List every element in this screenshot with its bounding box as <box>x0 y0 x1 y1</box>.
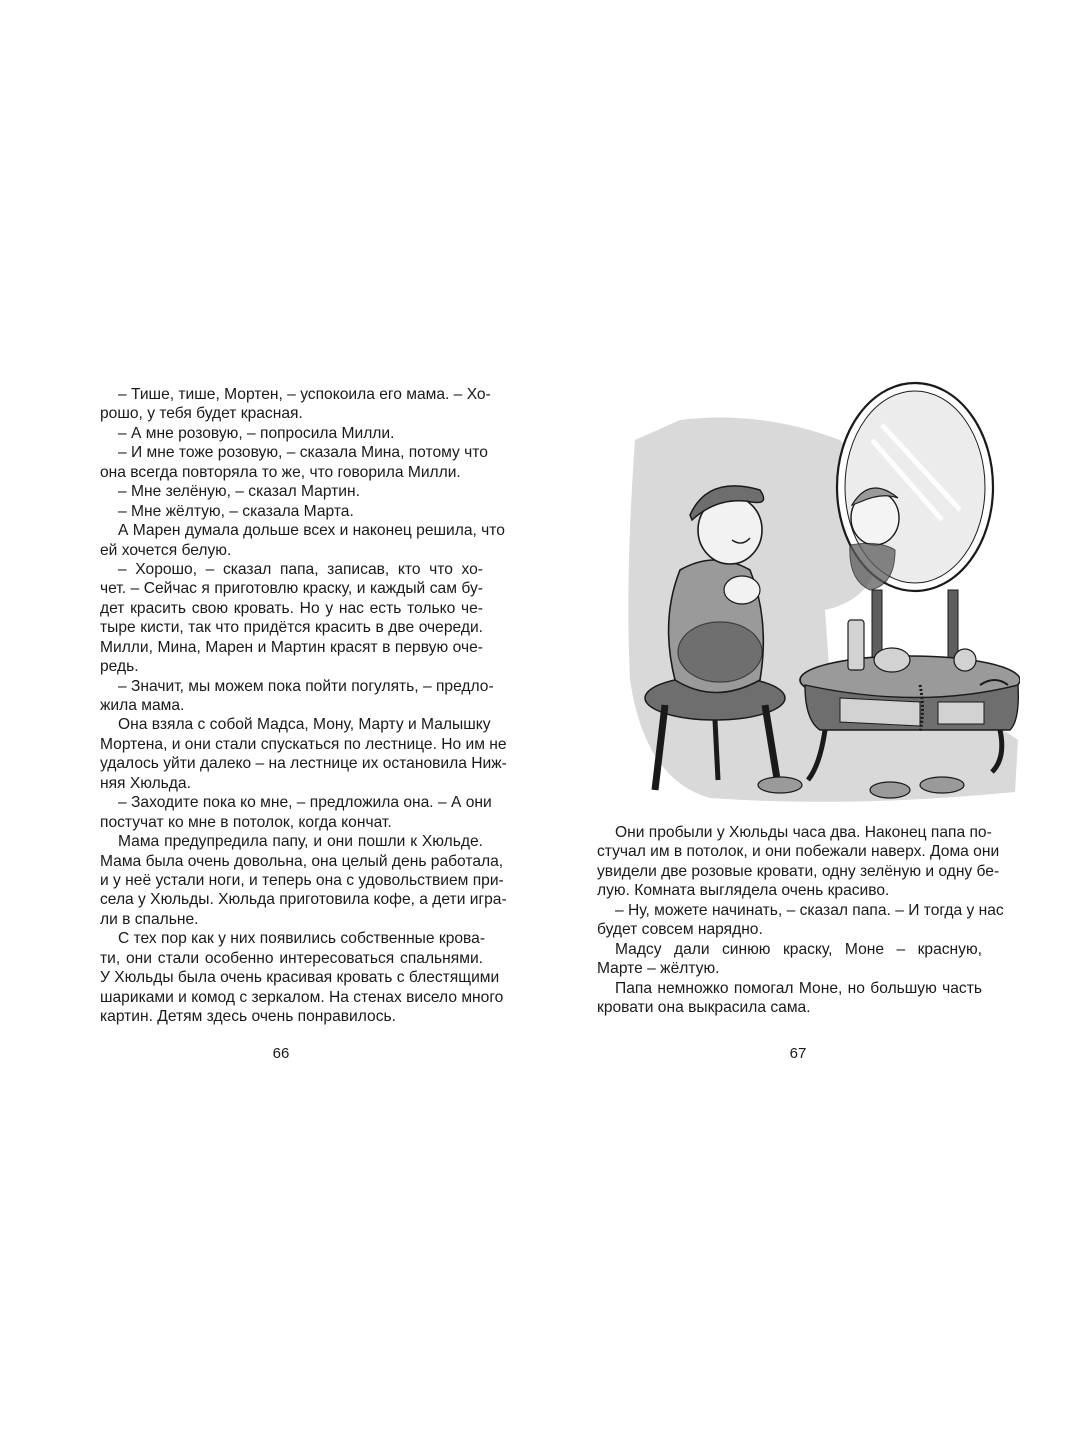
illustration-child-at-vanity-mirror <box>620 380 1020 805</box>
vanity-drawer <box>840 698 920 726</box>
text-line: она всегда повторяла то же, что говорила Милли. <box>100 463 461 481</box>
text-line: – Тише, тише, Мортен, – успокоила его мама. – Хо- <box>118 386 491 403</box>
text-line: чет. – Сейчас я приготовлю краску, и каждый сам бу- <box>100 580 483 598</box>
child-hands <box>724 576 760 604</box>
text-line: Они пробыли у Хюльды часа два. Наконец папа по- <box>615 824 992 841</box>
text-line: С тех пор как у них появились собственные крова- <box>118 930 486 948</box>
text-line: лую. Комната выглядела очень красиво. <box>597 882 890 900</box>
text-line: – Хорошо, – сказал папа, записав, кто что хо- <box>118 560 483 578</box>
text-line: Милли, Мина, Марен и Мартин красят в первую оче- <box>100 638 483 656</box>
right-page <box>540 0 1080 1440</box>
shoe <box>870 782 910 798</box>
text-line: Марте – жёлтую. <box>597 960 720 978</box>
page-number-left: 66 <box>272 1045 290 1062</box>
stool-leg <box>715 720 718 780</box>
text-line: Папа немножко помогал Моне, но большую часть <box>615 979 982 997</box>
text-line: ти, они стали особенно интересоваться спальнями. <box>100 949 483 967</box>
perfume-bottle <box>848 620 864 670</box>
child-legs <box>678 622 762 682</box>
text-line: и у неё устали ноги, и теперь она с удовольствием при- <box>100 871 504 889</box>
vanity-drawer <box>938 702 984 724</box>
right-page-text <box>597 823 1004 1017</box>
text-line: – Значит, мы можем пока пойти погулять, – предло- <box>118 677 494 695</box>
shoe <box>758 777 802 793</box>
text-line: ей хочется белую. <box>100 541 232 559</box>
text-line: жила мама. <box>100 697 185 714</box>
text-line: У Хюльды была очень красивая кровать с блестящими <box>100 969 500 987</box>
left-page-text <box>100 385 507 1026</box>
text-line: рошо, у тебя будет красная. <box>100 405 303 423</box>
text-line: – Мне зелёную, – сказал Мартин. <box>118 483 360 501</box>
text-line: Мортена, и они стали спускаться по лестнице. Но им не <box>100 735 507 753</box>
shoe <box>920 777 964 793</box>
text-line: кровати она выкрасила сама. <box>597 998 811 1016</box>
text-line: будет совсем нарядно. <box>597 921 763 939</box>
perfume-bottle-round <box>954 649 976 671</box>
text-line: дет красить свою кровать. Но у нас есть только че- <box>100 599 483 617</box>
text-line: ли в спальне. <box>100 910 199 928</box>
text-line: – И мне тоже розовую, – сказала Мина, потому что <box>118 444 488 462</box>
text-line: села у Хюльды. Хюльда приготовила кофе, а дети игра- <box>100 891 507 909</box>
text-line: Мама предупредила папу, и они пошли к Хюльде. <box>118 833 483 851</box>
text-line: – Мне жёлтую, – сказала Марта. <box>118 502 354 520</box>
text-line: увидели две розовые кровати, одну зелёную и одну бе- <box>597 862 1000 880</box>
text-line: шариками и комод с зеркалом. На стенах висело много <box>100 988 504 1006</box>
text-line: постучат ко мне в потолок, когда кончат. <box>100 813 392 831</box>
text-line: редь. <box>100 658 139 676</box>
text-line: А Марен думала дольше всех и наконец решила, что <box>118 522 505 540</box>
text-line: – Заходите пока ко мне, – предложила она. – А они <box>118 794 492 812</box>
text-line: Она взяла с собой Мадса, Мону, Марту и Малышку <box>118 716 491 734</box>
text-line: стучал им в потолок, и они побежали наверх. Дома они <box>597 843 1000 861</box>
page-number-right: 67 <box>789 1045 807 1062</box>
text-line: удалось уйти далеко – на лестнице их остановила Ниж- <box>100 755 507 773</box>
text-line: – Ну, можете начинать, – сказал папа. – И тогда у нас <box>615 901 1004 919</box>
text-line: картин. Детям здесь очень понравилось. <box>100 1008 396 1025</box>
jar <box>874 648 910 672</box>
text-line: Мама была очень довольна, она целый день работала, <box>100 852 504 870</box>
text-line: няя Хюльда. <box>100 774 191 792</box>
text-line: тыре кисти, так что придётся красить в две очереди. <box>100 619 483 637</box>
text-line: – А мне розовую, – попросила Милли. <box>118 424 395 442</box>
text-line: Мадсу дали синюю краску, Моне – красную, <box>615 940 982 958</box>
